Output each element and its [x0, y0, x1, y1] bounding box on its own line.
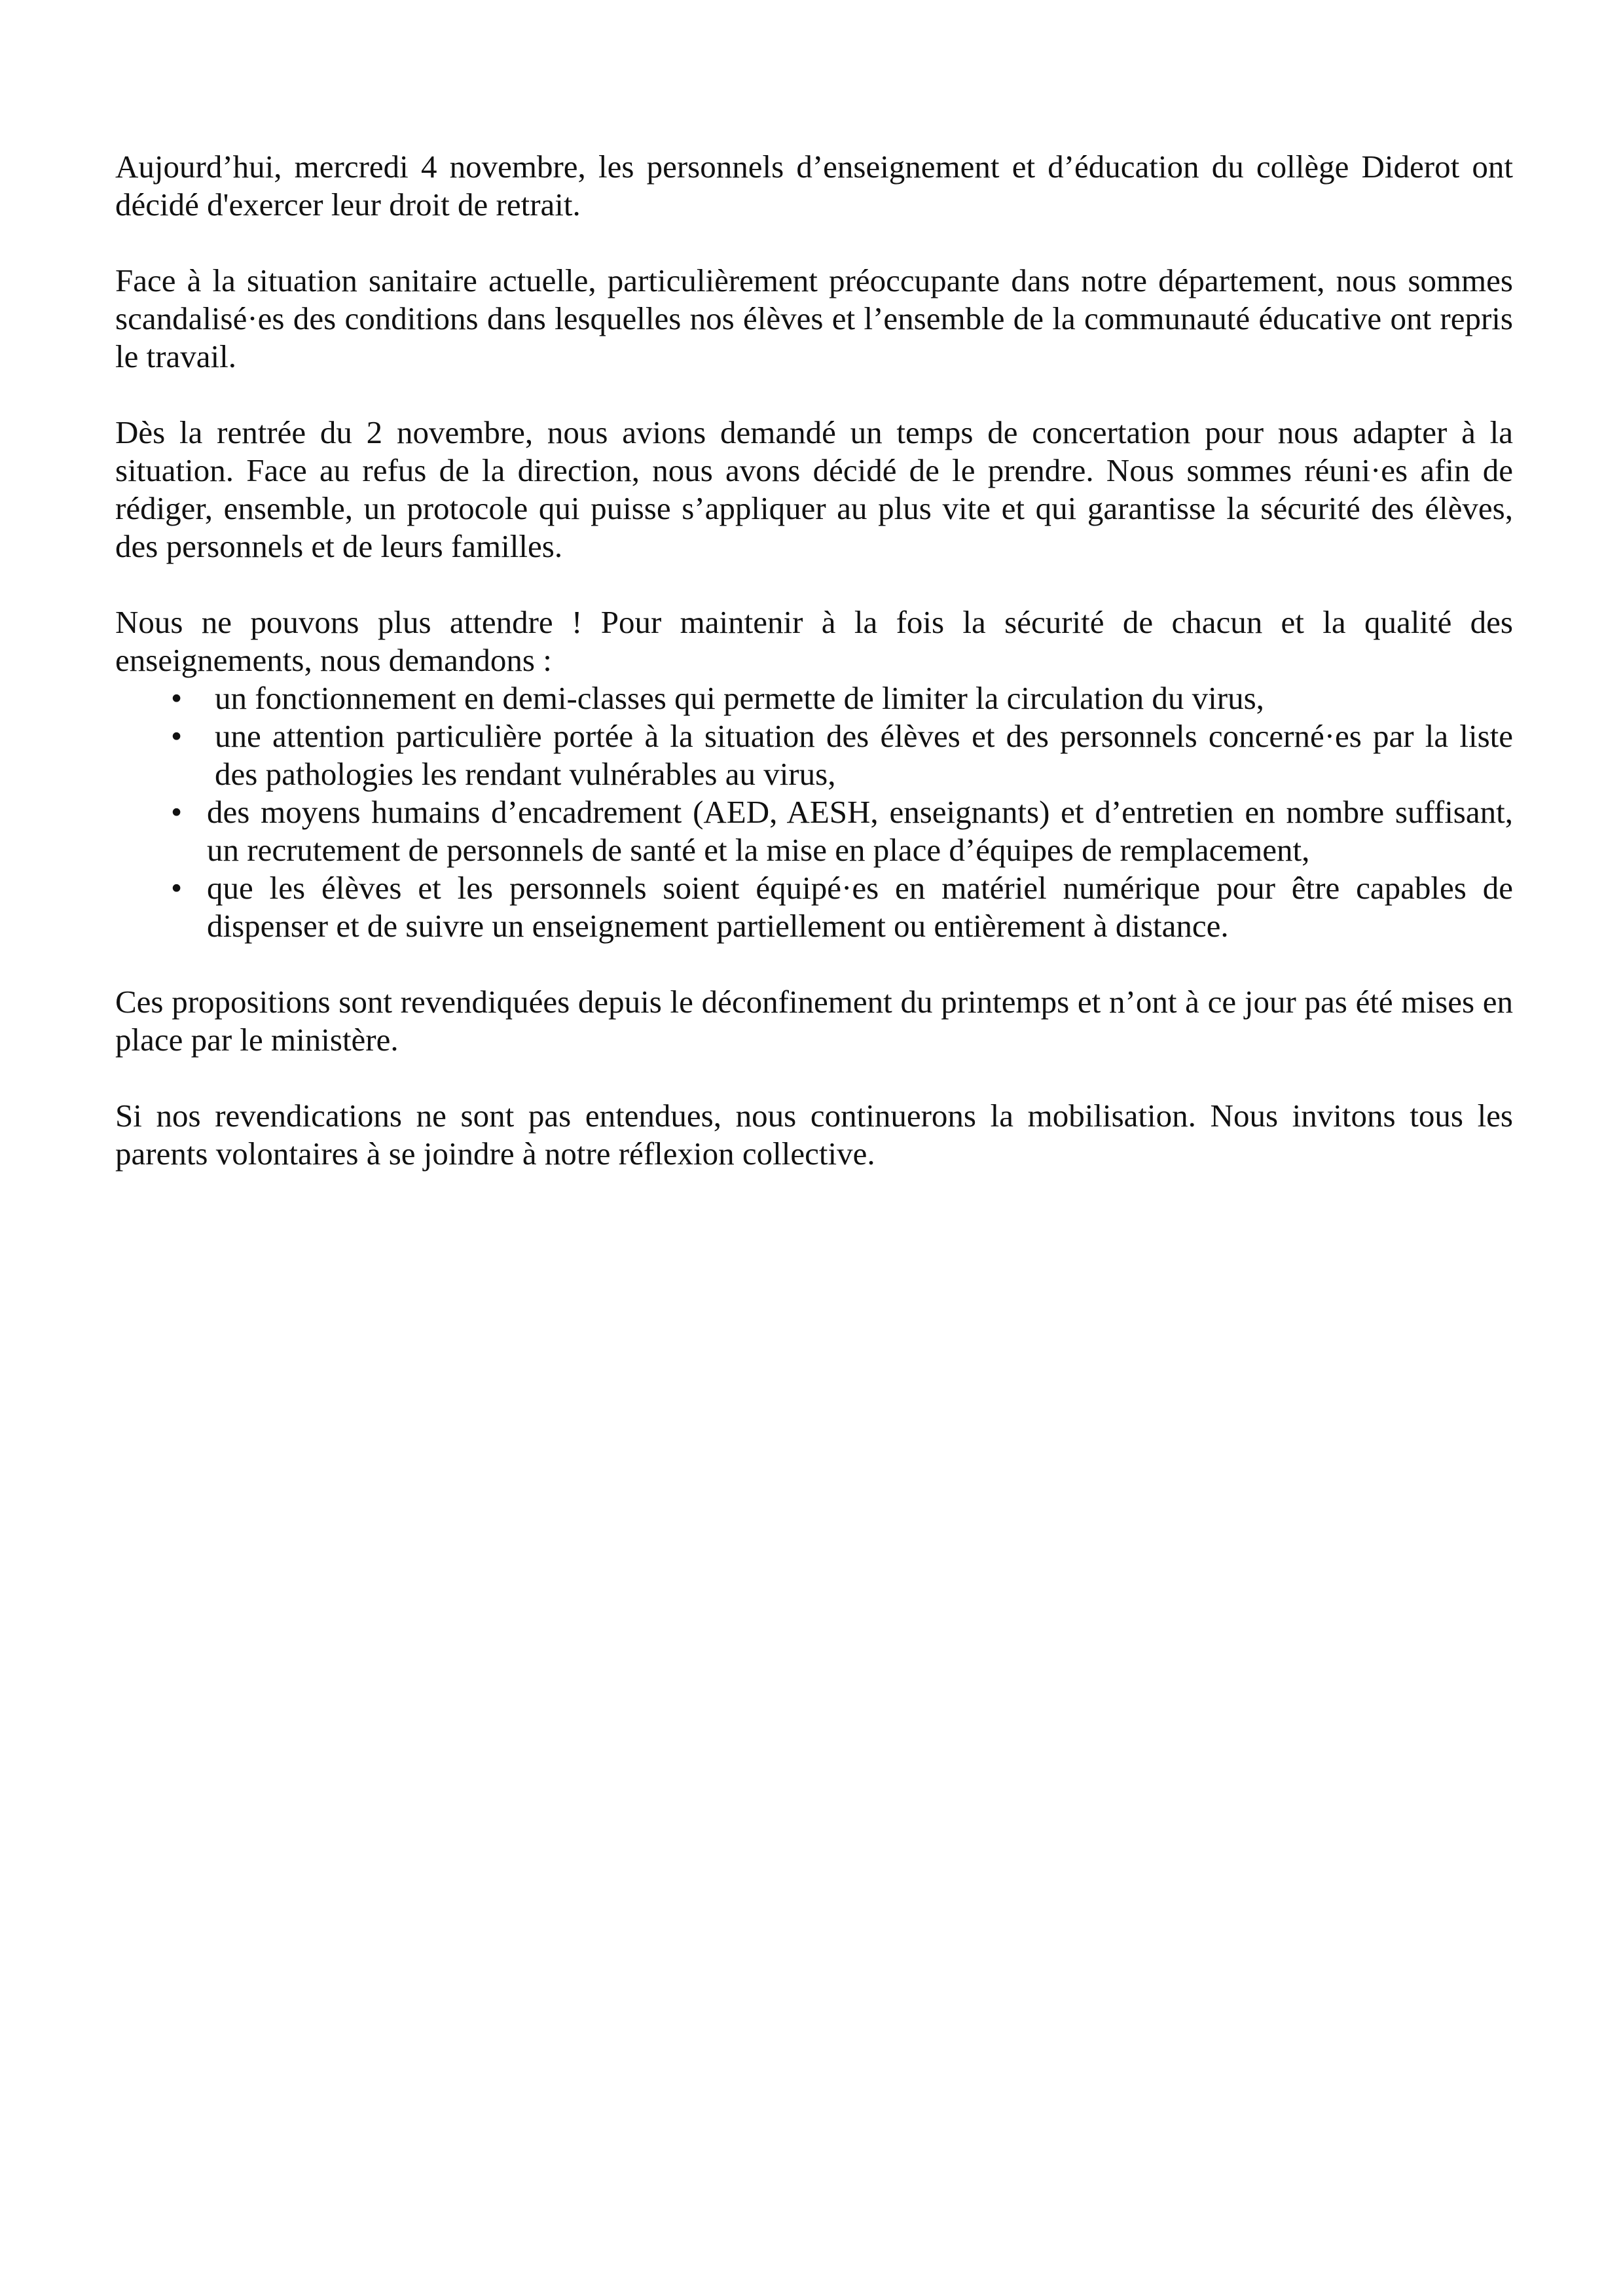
demands-list [115, 679, 1513, 945]
document-body [115, 148, 1513, 1211]
demand-text: que les élèves et les personnels soient équipé·es en matériel numérique pour être capables de dispenser et de suivre un enseignement partiellement ou entièrement à distance. [207, 870, 1513, 944]
paragraph-demandes-intro: Nous ne pouvons plus attendre ! Pour maintenir à la fois la sécurité de chacun et la qualité des enseignements, nous demandons : [115, 604, 1513, 678]
list-item [115, 793, 1513, 869]
paragraph-propositions: Ces propositions sont revendiquées depuis le déconfinement du printemps et n’ont à ce jour pas été mises en place par le ministère. [115, 984, 1513, 1058]
paragraph-mobilisation: Si nos revendications ne sont pas entendues, nous continuerons la mobilisation. Nous invitons tous les parents volontaires à se joindre à notre réflexion collective. [115, 1098, 1513, 1172]
paragraph-retrait: Aujourd’hui, mercredi 4 novembre, les personnels d’enseignement et d’éducation du collège Diderot ont décidé d'exercer leur droit de retrait. [115, 149, 1513, 223]
bullet-icon: • [171, 718, 183, 754]
demand-text: des moyens humains d’encadrement (AED, AESH, enseignants) et d’entretien en nombre suffisant, un recrutement de personnels de santé et la mise en place d’équipes de remplacement, [207, 794, 1513, 868]
bullet-icon: • [171, 680, 183, 716]
demand-text: un fonctionnement en demi-classes qui permette de limiter la circulation du virus, [215, 680, 1264, 716]
paragraph-situation-sanitaire: Face à la situation sanitaire actuelle, particulièrement préoccupante dans notre département, nous sommes scandalisé·es des conditions dans lesquelles nos élèves et l’ensemble de la communauté éducative ont repris le travail. [115, 262, 1513, 374]
bullet-icon: • [171, 794, 183, 830]
list-item [115, 717, 1513, 793]
list-item [115, 679, 1513, 717]
list-item [115, 869, 1513, 945]
bullet-icon: • [171, 870, 183, 906]
paragraph-concertation: Dès la rentrée du 2 novembre, nous avions demandé un temps de concertation pour nous adapter à la situation. Face au refus de la direction, nous avons décidé de le prendre. Nous sommes réuni·es afin de rédiger, ensemble, un protocole qui puisse s’appliquer au plus vite et qui garantisse la sécurité des élèves, des personnels et de leurs familles. [115, 414, 1513, 564]
demand-text: une attention particulière portée à la situation des élèves et des personnels concerné·es par la liste des pathologies les rendant vulnérables au virus, [215, 718, 1513, 792]
